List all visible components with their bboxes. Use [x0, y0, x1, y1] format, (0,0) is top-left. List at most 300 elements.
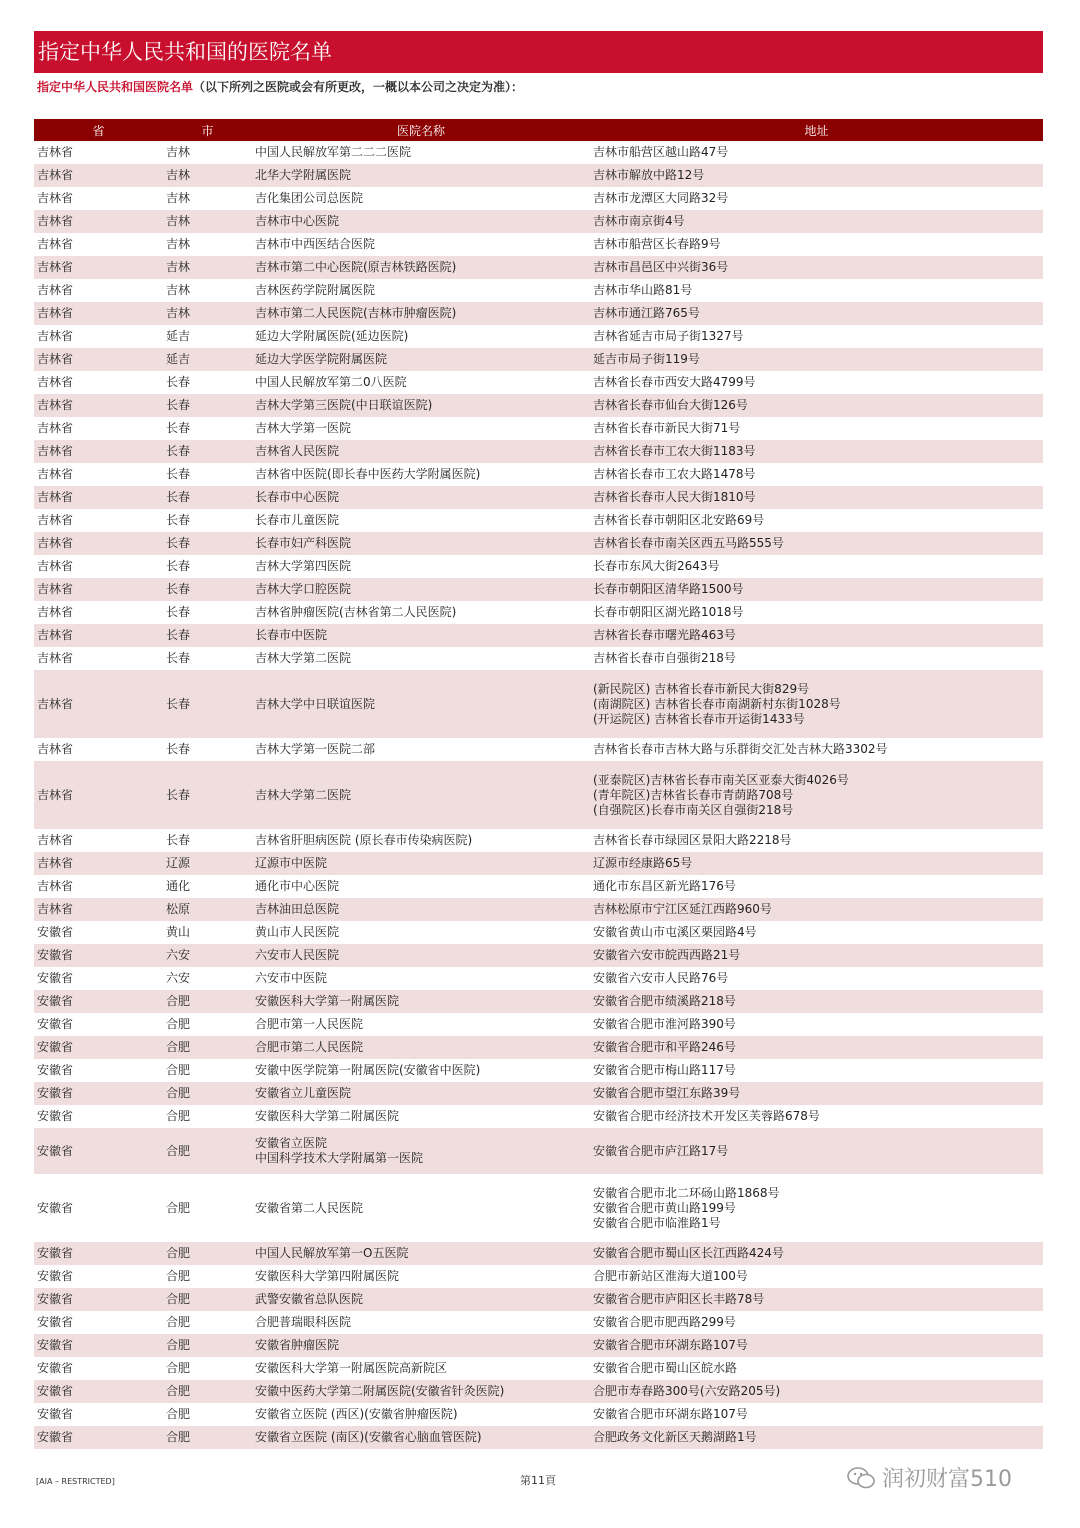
cell-city	[163, 990, 252, 1013]
cell-hospital-text: 吉林大学口腔医院	[255, 582, 352, 596]
cell-province-text: 吉林省	[37, 145, 74, 159]
cell-address-text: 吉林省长春市自强街218号	[593, 651, 736, 665]
cell-city-text: 长春	[166, 398, 191, 412]
cell-hospital	[252, 1403, 590, 1426]
cell-province-text: 吉林省	[37, 191, 74, 205]
cell-hospital-text: 延边大学医学院附属医院	[255, 352, 388, 366]
cell-address-text: 吉林省长春市吉林大路与乐群街交汇处吉林大路3302号	[593, 742, 888, 756]
cell-address-text: 辽源市经康路65号	[593, 856, 693, 870]
cell-address-text: 安徽省合肥市淮河路390号	[593, 1017, 736, 1031]
cell-province-text: 吉林省	[37, 352, 74, 366]
cell-address	[590, 1334, 1043, 1357]
cell-address	[590, 486, 1043, 509]
table-row	[34, 1128, 1043, 1174]
cell-city-text: 合肥	[166, 1384, 191, 1398]
cell-city-text: 长春	[166, 742, 191, 756]
cell-hospital	[252, 1380, 590, 1403]
table-row	[34, 898, 1043, 921]
cell-city	[163, 555, 252, 578]
cell-hospital-text: 安徽医科大学第一附属医院高新院区	[255, 1361, 448, 1375]
table-row	[34, 1059, 1043, 1082]
cell-address-text: 吉林市南京街4号	[593, 214, 685, 228]
cell-province	[34, 1265, 163, 1288]
cell-province-text: 吉林省	[37, 605, 74, 619]
cell-city	[163, 829, 252, 852]
table-row	[34, 1334, 1043, 1357]
cell-city	[163, 1357, 252, 1380]
cell-city-text: 合肥	[166, 1361, 191, 1375]
cell-address-text: 安徽省合肥市环湖东路107号	[593, 1407, 748, 1421]
cell-hospital	[252, 1288, 590, 1311]
cell-hospital-text: 安徽省第二人民医院	[255, 1200, 364, 1215]
cell-address-text: 吉林市华山路81号	[593, 283, 693, 297]
table-row	[34, 210, 1043, 233]
cell-hospital-text: 通化市中心医院	[255, 879, 340, 893]
cell-address-text: 延吉市局子街119号	[593, 352, 700, 366]
cell-hospital-text: 吉化集团公司总医院	[255, 191, 364, 205]
cell-address-text: 安徽省六安市人民路76号	[593, 971, 729, 985]
cell-city-text: 吉林	[166, 168, 191, 182]
cell-address	[590, 187, 1043, 210]
table-row	[34, 647, 1043, 670]
cell-hospital-text: 安徽省立医院 中国科学技术大学附属第一医院	[255, 1136, 424, 1165]
table-header-row	[34, 119, 1043, 141]
cell-hospital-text: 六安市中医院	[255, 971, 328, 985]
cell-hospital	[252, 1311, 590, 1334]
cell-address	[590, 1036, 1043, 1059]
table-row	[34, 944, 1043, 967]
cell-province	[34, 1128, 163, 1174]
cell-city	[163, 578, 252, 601]
cell-province-text: 安徽省	[37, 1292, 74, 1306]
cell-province-text: 吉林省	[37, 421, 74, 435]
cell-city	[163, 944, 252, 967]
cell-hospital-text: 吉林医药学院附属医院	[255, 283, 376, 297]
cell-province-text: 安徽省	[37, 925, 74, 939]
cell-province-text: 吉林省	[37, 375, 74, 389]
table-row	[34, 875, 1043, 898]
page-number: 第11頁	[520, 1474, 556, 1487]
cell-city-text: 吉林	[166, 260, 191, 274]
cell-address	[590, 1242, 1043, 1265]
cell-city-text: 合肥	[166, 1315, 191, 1329]
cell-hospital-text: 长春市妇产科医院	[255, 536, 352, 550]
cell-address-text: 吉林省长春市南关区西五马路555号	[593, 536, 784, 550]
cell-address	[590, 852, 1043, 875]
subtitle-note: （以下所列之医院或会有所更改，一概以本公司之决定为准）：	[193, 80, 524, 94]
cell-province	[34, 325, 163, 348]
cell-city	[163, 532, 252, 555]
cell-hospital	[252, 875, 590, 898]
cell-hospital	[252, 141, 590, 164]
cell-address-text: 长春市朝阳区湖光路1018号	[593, 605, 744, 619]
table-row	[34, 486, 1043, 509]
cell-address	[590, 394, 1043, 417]
cell-province	[34, 898, 163, 921]
cell-province-text: 安徽省	[37, 1384, 74, 1398]
table-row	[34, 990, 1043, 1013]
cell-city	[163, 1426, 252, 1449]
cell-hospital-text: 北华大学附属医院	[255, 168, 352, 182]
cell-hospital	[252, 371, 590, 394]
cell-hospital-text: 黄山市人民医院	[255, 925, 340, 939]
cell-city	[163, 187, 252, 210]
cell-province	[34, 1059, 163, 1082]
cell-address-text: 长春市东风大街2643号	[593, 559, 720, 573]
cell-hospital	[252, 486, 590, 509]
table-row	[34, 555, 1043, 578]
cell-hospital	[252, 532, 590, 555]
cell-hospital	[252, 647, 590, 670]
table-row	[34, 440, 1043, 463]
cell-address	[590, 440, 1043, 463]
table-row	[34, 829, 1043, 852]
cell-hospital	[252, 256, 590, 279]
cell-address-text: 安徽省合肥市肥西路299号	[593, 1315, 736, 1329]
table-row	[34, 852, 1043, 875]
cell-city-text: 吉林	[166, 237, 191, 251]
cell-address-text: 吉林市昌邑区中兴街36号	[593, 260, 729, 274]
cell-city-text: 长春	[166, 513, 191, 527]
cell-city-text: 合肥	[166, 1292, 191, 1306]
cell-address-text: 安徽省合肥市梅山路117号	[593, 1063, 736, 1077]
cell-province	[34, 1036, 163, 1059]
cell-city	[163, 875, 252, 898]
cell-province	[34, 555, 163, 578]
cell-province	[34, 761, 163, 829]
cell-address-text: 吉林省延吉市局子街1327号	[593, 329, 744, 343]
cell-province	[34, 1288, 163, 1311]
cell-address	[590, 555, 1043, 578]
table-row	[34, 233, 1043, 256]
cell-address-text: 吉林市龙潭区大同路32号	[593, 191, 729, 205]
cell-address-text: 合肥政务文化新区天鹅湖路1号	[593, 1430, 757, 1444]
cell-province	[34, 1334, 163, 1357]
cell-province-text: 吉林省	[37, 168, 74, 182]
cell-address	[590, 256, 1043, 279]
table-row	[34, 302, 1043, 325]
cell-hospital	[252, 1013, 590, 1036]
cell-address	[590, 967, 1043, 990]
cell-city	[163, 647, 252, 670]
cell-address	[590, 1357, 1043, 1380]
cell-hospital	[252, 1334, 590, 1357]
cell-province-text: 安徽省	[37, 1086, 74, 1100]
cell-city	[163, 1403, 252, 1426]
cell-address	[590, 578, 1043, 601]
cell-address-text: 吉林松原市宁江区延江西路960号	[593, 902, 772, 916]
cell-province-text: 吉林省	[37, 513, 74, 527]
cell-address-text: 合肥市寿春路300号(六安路205号)	[593, 1384, 781, 1398]
cell-hospital-text: 武警安徽省总队医院	[255, 1292, 364, 1306]
cell-hospital-text: 安徽医科大学第二附属医院	[255, 1109, 400, 1123]
table-body	[34, 141, 1043, 1449]
cell-address-text: 吉林省长春市绿园区景阳大路2218号	[593, 833, 792, 847]
cell-city-text: 长春	[166, 628, 191, 642]
cell-city-text: 长春	[166, 375, 191, 389]
cell-city	[163, 371, 252, 394]
cell-hospital	[252, 279, 590, 302]
cell-province-text: 吉林省	[37, 214, 74, 228]
cell-province	[34, 601, 163, 624]
table-row	[34, 348, 1043, 371]
table-row	[34, 1013, 1043, 1036]
cell-city-text: 松原	[166, 902, 191, 916]
cell-province	[34, 1105, 163, 1128]
cell-address	[590, 738, 1043, 761]
cell-hospital	[252, 1426, 590, 1449]
cell-city	[163, 624, 252, 647]
cell-address	[590, 141, 1043, 164]
cell-province-text: 安徽省	[37, 1430, 74, 1444]
cell-address-text: 安徽省合肥市绩溪路218号	[593, 994, 736, 1008]
cell-address	[590, 1013, 1043, 1036]
table-row	[34, 394, 1043, 417]
cell-city-text: 黄山	[166, 925, 191, 939]
cell-city	[163, 233, 252, 256]
cell-city-text: 长春	[166, 490, 191, 504]
table-row	[34, 1403, 1043, 1426]
cell-province-text: 吉林省	[37, 398, 74, 412]
cell-city-text: 长春	[166, 559, 191, 573]
cell-address	[590, 670, 1043, 738]
cell-hospital	[252, 440, 590, 463]
cell-province-text: 安徽省	[37, 1040, 74, 1054]
cell-address	[590, 233, 1043, 256]
cell-hospital	[252, 670, 590, 738]
cell-province	[34, 990, 163, 1013]
header-hospital: 医院名称	[252, 119, 590, 141]
cell-city	[163, 738, 252, 761]
cell-province	[34, 1403, 163, 1426]
table-row	[34, 279, 1043, 302]
cell-city	[163, 509, 252, 532]
cell-province	[34, 829, 163, 852]
cell-address	[590, 1403, 1043, 1426]
cell-city-text: 长春	[166, 833, 191, 847]
cell-city	[163, 921, 252, 944]
cell-hospital	[252, 1265, 590, 1288]
cell-address-text: 吉林省长春市曙光路463号	[593, 628, 736, 642]
cell-address-text: 吉林市通江路765号	[593, 306, 700, 320]
cell-address	[590, 1288, 1043, 1311]
cell-hospital	[252, 738, 590, 761]
cell-hospital-text: 长春市儿童医院	[255, 513, 340, 527]
cell-address-text: 安徽省合肥市环湖东路107号	[593, 1338, 748, 1352]
cell-address	[590, 1426, 1043, 1449]
page-title: 指定中华人民共和国的医院名单	[38, 40, 332, 64]
cell-hospital	[252, 394, 590, 417]
cell-hospital	[252, 944, 590, 967]
cell-city	[163, 141, 252, 164]
cell-hospital	[252, 463, 590, 486]
cell-address-text: 吉林市解放中路12号	[593, 168, 705, 182]
cell-hospital	[252, 1174, 590, 1242]
cell-city	[163, 967, 252, 990]
cell-hospital-text: 安徽中医药大学第二附属医院(安徽省针灸医院)	[255, 1384, 505, 1398]
cell-hospital-text: 吉林大学第二医院	[255, 651, 352, 665]
cell-province	[34, 463, 163, 486]
cell-city-text: 合肥	[166, 1200, 191, 1215]
cell-province	[34, 578, 163, 601]
cell-city	[163, 279, 252, 302]
cell-hospital-text: 吉林省中医院(即长春中医药大学附属医院)	[255, 467, 481, 481]
cell-hospital-text: 合肥市第二人民医院	[255, 1040, 364, 1054]
cell-address	[590, 1059, 1043, 1082]
table-row	[34, 921, 1043, 944]
cell-city	[163, 1265, 252, 1288]
cell-province-text: 吉林省	[37, 651, 74, 665]
cell-address	[590, 1311, 1043, 1334]
cell-hospital-text: 吉林大学第二医院	[255, 787, 352, 802]
cell-province-text: 安徽省	[37, 948, 74, 962]
cell-province-text: 安徽省	[37, 994, 74, 1008]
cell-city	[163, 601, 252, 624]
cell-hospital	[252, 990, 590, 1013]
cell-address	[590, 371, 1043, 394]
cell-hospital	[252, 761, 590, 829]
cell-city-text: 合肥	[166, 1063, 191, 1077]
cell-hospital-text: 吉林省肝胆病医院 (原长春市传染病医院)	[255, 833, 473, 847]
cell-address	[590, 210, 1043, 233]
cell-province-text: 安徽省	[37, 1017, 74, 1031]
cell-province-text: 安徽省	[37, 1063, 74, 1077]
cell-province	[34, 738, 163, 761]
header-city: 市	[163, 119, 252, 141]
cell-hospital-text: 中国人民解放军第二0八医院	[255, 375, 407, 389]
cell-address	[590, 761, 1043, 829]
watermark	[846, 1462, 1012, 1493]
header-province: 省	[34, 119, 163, 141]
table-row	[34, 1311, 1043, 1334]
subtitle-highlight: 指定中华人民共和国医院名单	[37, 80, 194, 94]
cell-province	[34, 371, 163, 394]
table-row	[34, 1036, 1043, 1059]
table-row	[34, 601, 1043, 624]
subtitle	[37, 78, 523, 95]
cell-hospital-text: 安徽医科大学第一附属医院	[255, 994, 400, 1008]
cell-province	[34, 486, 163, 509]
cell-city	[163, 394, 252, 417]
cell-hospital-text: 辽源市中医院	[255, 856, 328, 870]
cell-address	[590, 1380, 1043, 1403]
table-row	[34, 1357, 1043, 1380]
cell-address-text: 通化市东昌区新光路176号	[593, 879, 736, 893]
cell-province	[34, 164, 163, 187]
cell-address-text: 吉林省长春市工农大路1478号	[593, 467, 756, 481]
cell-province-text: 吉林省	[37, 559, 74, 573]
cell-province-text: 吉林省	[37, 833, 74, 847]
table-row	[34, 532, 1043, 555]
cell-province-text: 吉林省	[37, 879, 74, 893]
cell-city-text: 吉林	[166, 145, 191, 159]
cell-province	[34, 440, 163, 463]
cell-province-text: 吉林省	[37, 283, 74, 297]
cell-hospital-text: 安徽医科大学第四附属医院	[255, 1269, 400, 1283]
cell-hospital-text: 吉林市第二人民医院(吉林市肿瘤医院)	[255, 306, 457, 320]
cell-address-text: 安徽省合肥市北二环砀山路1868号 安徽省合肥市黄山路199号 安徽省合肥市临淮路1号	[593, 1185, 780, 1230]
cell-city-text: 长春	[166, 444, 191, 458]
cell-province-text: 安徽省	[37, 1338, 74, 1352]
cell-province	[34, 1380, 163, 1403]
cell-city-text: 长春	[166, 787, 191, 802]
cell-city-text: 合肥	[166, 1269, 191, 1283]
cell-address	[590, 601, 1043, 624]
cell-province	[34, 1357, 163, 1380]
table-row	[34, 1082, 1043, 1105]
cell-province-text: 吉林省	[37, 260, 74, 274]
cell-address	[590, 990, 1043, 1013]
cell-city	[163, 898, 252, 921]
table-row	[34, 371, 1043, 394]
cell-province-text: 吉林省	[37, 696, 74, 711]
cell-city-text: 合肥	[166, 1040, 191, 1054]
cell-province-text: 安徽省	[37, 1407, 74, 1421]
cell-province	[34, 875, 163, 898]
cell-city-text: 合肥	[166, 1109, 191, 1123]
cell-province	[34, 532, 163, 555]
table-row	[34, 509, 1043, 532]
cell-city	[163, 1082, 252, 1105]
cell-province-text: 吉林省	[37, 329, 74, 343]
cell-address	[590, 898, 1043, 921]
cell-province-text: 吉林省	[37, 536, 74, 550]
cell-address-text: 安徽省合肥市蜀山区皖水路	[593, 1361, 738, 1375]
wechat-icon	[846, 1466, 876, 1490]
cell-hospital-text: 长春市中医院	[255, 628, 328, 642]
cell-city	[163, 1288, 252, 1311]
cell-city-text: 六安	[166, 948, 191, 962]
cell-address	[590, 532, 1043, 555]
cell-city-text: 吉林	[166, 191, 191, 205]
cell-address-text: 合肥市新站区淮海大道100号	[593, 1269, 748, 1283]
cell-address	[590, 509, 1043, 532]
table-row	[34, 463, 1043, 486]
cell-hospital-text: 中国人民解放军第二二二医院	[255, 145, 412, 159]
cell-city	[163, 417, 252, 440]
cell-address-text: 安徽省合肥市经济技术开发区芙蓉路678号	[593, 1109, 820, 1123]
cell-hospital	[252, 1082, 590, 1105]
table-row	[34, 325, 1043, 348]
cell-city-text: 长春	[166, 467, 191, 481]
table-row	[34, 624, 1043, 647]
cell-city-text: 合肥	[166, 994, 191, 1008]
cell-hospital-text: 吉林市第二中心医院(原吉林铁路医院)	[255, 260, 457, 274]
cell-hospital	[252, 967, 590, 990]
cell-city	[163, 1036, 252, 1059]
cell-address	[590, 1082, 1043, 1105]
table-row	[34, 761, 1043, 829]
cell-hospital-text: 吉林市中心医院	[255, 214, 340, 228]
cell-province-text: 安徽省	[37, 971, 74, 985]
table-row	[34, 670, 1043, 738]
cell-hospital-text: 吉林大学第一医院	[255, 421, 352, 435]
cell-hospital	[252, 187, 590, 210]
cell-hospital-text: 中国人民解放军第一O五医院	[255, 1246, 409, 1260]
cell-province-text: 吉林省	[37, 628, 74, 642]
table-row	[34, 141, 1043, 164]
cell-address-text: 安徽省合肥市蜀山区长江西路424号	[593, 1246, 784, 1260]
cell-city	[163, 852, 252, 875]
cell-hospital	[252, 302, 590, 325]
cell-address	[590, 829, 1043, 852]
cell-city-text: 合肥	[166, 1017, 191, 1031]
cell-address-text: 安徽省合肥市和平路246号	[593, 1040, 736, 1054]
cell-hospital-text: 吉林大学第三医院(中日联谊医院)	[255, 398, 433, 412]
cell-address	[590, 164, 1043, 187]
table-row	[34, 164, 1043, 187]
cell-address-text: 吉林市船营区越山路47号	[593, 145, 729, 159]
